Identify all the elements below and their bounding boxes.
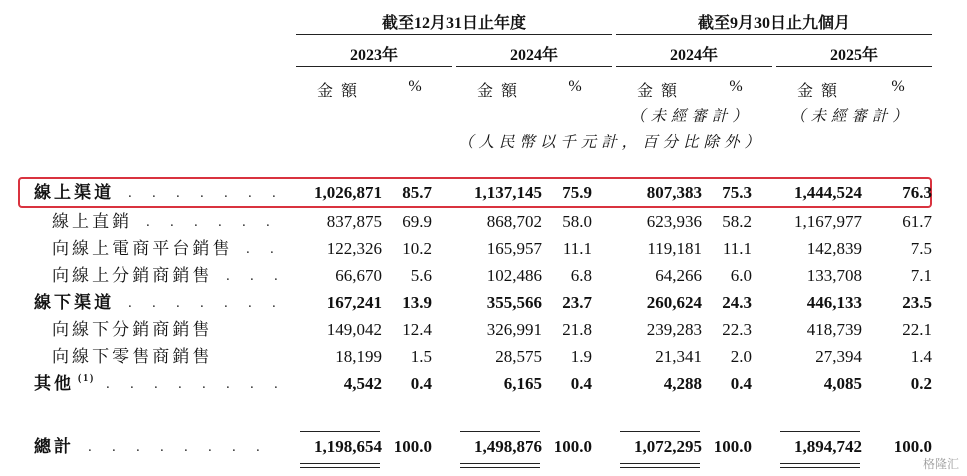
amount-cell: 355,566	[486, 293, 542, 312]
percent-header-1: %	[408, 78, 422, 95]
amount-cell: 326,991	[486, 320, 542, 339]
amount-cell: 102,486	[486, 266, 542, 285]
amount-cell: 122,326	[326, 239, 382, 258]
leader-dots: . . . . . .	[146, 214, 278, 230]
amount-cell: 21,341	[655, 347, 702, 366]
amount-cell: 1,026,871	[314, 183, 382, 202]
percent-cell: 24.3	[722, 293, 752, 312]
period-header-9m: 截至9月30日止九個月	[697, 15, 850, 32]
amount-cell: 1,444,524	[794, 183, 862, 202]
amount-cell: 4,085	[823, 374, 862, 393]
table-row	[0, 344, 967, 370]
amount-cell: 66,670	[335, 266, 382, 285]
row-label: 其他	[34, 374, 75, 393]
amount-cell: 1,894,742	[794, 437, 862, 456]
table-row	[0, 371, 967, 397]
percent-cell: 12.4	[402, 320, 432, 339]
row-label: 線上渠道	[34, 183, 115, 202]
total-top-rule-2	[460, 431, 540, 432]
percent-cell: 2.0	[730, 347, 752, 366]
percent-cell: 22.3	[722, 320, 752, 339]
table-row	[0, 209, 967, 235]
amount-header-3: 金額	[636, 83, 685, 100]
percent-cell: 1.5	[410, 347, 432, 366]
amount-cell: 260,624	[646, 293, 702, 312]
percent-cell: 0.4	[410, 374, 432, 393]
row-label: 總計	[34, 437, 75, 456]
amount-cell: 837,875	[326, 212, 382, 231]
year-rule-3	[616, 66, 772, 67]
amount-cell: 446,133	[806, 293, 862, 312]
year-rule-1	[296, 66, 452, 67]
amount-cell: 167,241	[326, 293, 382, 312]
percent-cell: 1.4	[910, 347, 932, 366]
amount-cell: 6,165	[503, 374, 542, 393]
year-2024-fy: 2024年	[509, 47, 558, 64]
row-label: 向線下分銷商銷售	[52, 320, 213, 339]
amount-header-4: 金額	[796, 83, 845, 100]
percent-cell: 85.7	[402, 183, 432, 202]
total-double-rule-4	[780, 463, 860, 468]
row-label: 向線下零售商銷售	[52, 347, 213, 366]
table-row	[0, 180, 967, 206]
percent-cell: 100.0	[553, 437, 592, 456]
percent-cell: 21.8	[562, 320, 592, 339]
table-row	[0, 317, 967, 343]
amount-cell: 868,702	[486, 212, 542, 231]
percent-cell: 6.0	[730, 266, 752, 285]
row-label: 向線上電商平台銷售	[52, 239, 233, 258]
percent-header-4: %	[891, 78, 905, 95]
percent-cell: 100.0	[893, 437, 932, 456]
period-header-fy: 截至12月31日止年度	[381, 15, 526, 32]
percent-cell: 5.6	[410, 266, 432, 285]
watermark-logo: 格隆汇	[922, 457, 959, 471]
unit-note: （人民幣以千元計，百分比除外）	[458, 134, 765, 151]
percent-cell: 100.0	[393, 437, 432, 456]
footnote-marker: (1)	[78, 373, 96, 384]
year-rule-4	[776, 66, 932, 67]
amount-header-1: 金額	[316, 83, 365, 100]
amount-cell: 64,266	[655, 266, 702, 285]
percent-cell: 0.2	[910, 374, 932, 393]
amount-cell: 4,288	[663, 374, 702, 393]
amount-cell: 142,839	[806, 239, 862, 258]
percent-cell: 7.1	[910, 266, 932, 285]
row-label: 線下渠道	[34, 293, 115, 312]
amount-cell: 18,199	[335, 347, 382, 366]
percent-cell: 13.9	[402, 293, 432, 312]
percent-cell: 75.9	[562, 183, 592, 202]
total-top-rule-4	[780, 431, 860, 432]
unaudited-note-2: （未經審計）	[790, 108, 913, 125]
header-rule-9m	[616, 34, 932, 35]
percent-header-2: %	[568, 78, 582, 95]
amount-cell: 1,137,145	[474, 183, 542, 202]
amount-cell: 119,181	[647, 239, 702, 258]
percent-cell: 76.3	[902, 183, 932, 202]
amount-header-2: 金額	[476, 83, 525, 100]
amount-cell: 1,072,295	[634, 437, 702, 456]
year-2023: 2023年	[349, 47, 398, 64]
total-double-rule-2	[460, 463, 540, 468]
total-row	[0, 434, 967, 460]
percent-header-3: %	[729, 78, 743, 95]
total-double-rule-1	[300, 463, 380, 468]
unaudited-note-1: （未經審計）	[630, 108, 753, 125]
percent-cell: 23.7	[562, 293, 592, 312]
amount-cell: 1,167,977	[794, 212, 862, 231]
amount-cell: 133,708	[806, 266, 862, 285]
amount-cell: 418,739	[806, 320, 862, 339]
year-rule-2	[456, 66, 612, 67]
percent-cell: 100.0	[713, 437, 752, 456]
amount-cell: 807,383	[646, 183, 702, 202]
amount-cell: 1,498,876	[474, 437, 542, 456]
percent-cell: 58.2	[722, 212, 752, 231]
header-rule-fy	[296, 34, 612, 35]
total-double-rule-3	[620, 463, 700, 468]
year-2024-9m: 2024年	[669, 47, 718, 64]
percent-cell: 69.9	[402, 212, 432, 231]
percent-cell: 61.7	[902, 212, 932, 231]
leader-dots: . . .	[226, 268, 286, 284]
amount-cell: 4,542	[343, 374, 382, 393]
amount-cell: 1,198,654	[314, 437, 382, 456]
percent-cell: 7.5	[910, 239, 932, 258]
percent-cell: 75.3	[722, 183, 752, 202]
year-2025: 2025年	[829, 47, 878, 64]
percent-cell: 11.1	[722, 239, 752, 258]
row-label: 向線上分銷商銷售	[52, 266, 213, 285]
leader-dots: . . . . . . . .	[88, 439, 268, 455]
total-top-rule-3	[620, 431, 700, 432]
amount-cell: 27,394	[815, 347, 862, 366]
percent-cell: 23.5	[902, 293, 932, 312]
leader-dots: . . . . . . . .	[106, 376, 286, 392]
table-row	[0, 263, 967, 289]
row-label: 線上直銷	[52, 212, 133, 231]
percent-cell: 1.9	[570, 347, 592, 366]
percent-cell: 6.8	[570, 266, 592, 285]
amount-cell: 149,042	[326, 320, 382, 339]
percent-cell: 10.2	[402, 239, 432, 258]
percent-cell: 22.1	[902, 320, 932, 339]
table-row	[0, 236, 967, 262]
leader-dots: . .	[246, 241, 282, 257]
amount-cell: 623,936	[646, 212, 702, 231]
percent-cell: 11.1	[562, 239, 592, 258]
percent-cell: 0.4	[570, 374, 592, 393]
amount-cell: 239,283	[646, 320, 702, 339]
amount-cell: 165,957	[486, 239, 542, 258]
total-top-rule-1	[300, 431, 380, 432]
leader-dots: . . . . . . .	[128, 295, 284, 311]
amount-cell: 28,575	[495, 347, 542, 366]
percent-cell: 0.4	[730, 374, 752, 393]
table-row	[0, 290, 967, 316]
leader-dots: . . . . . . .	[128, 185, 284, 201]
percent-cell: 58.0	[562, 212, 592, 231]
